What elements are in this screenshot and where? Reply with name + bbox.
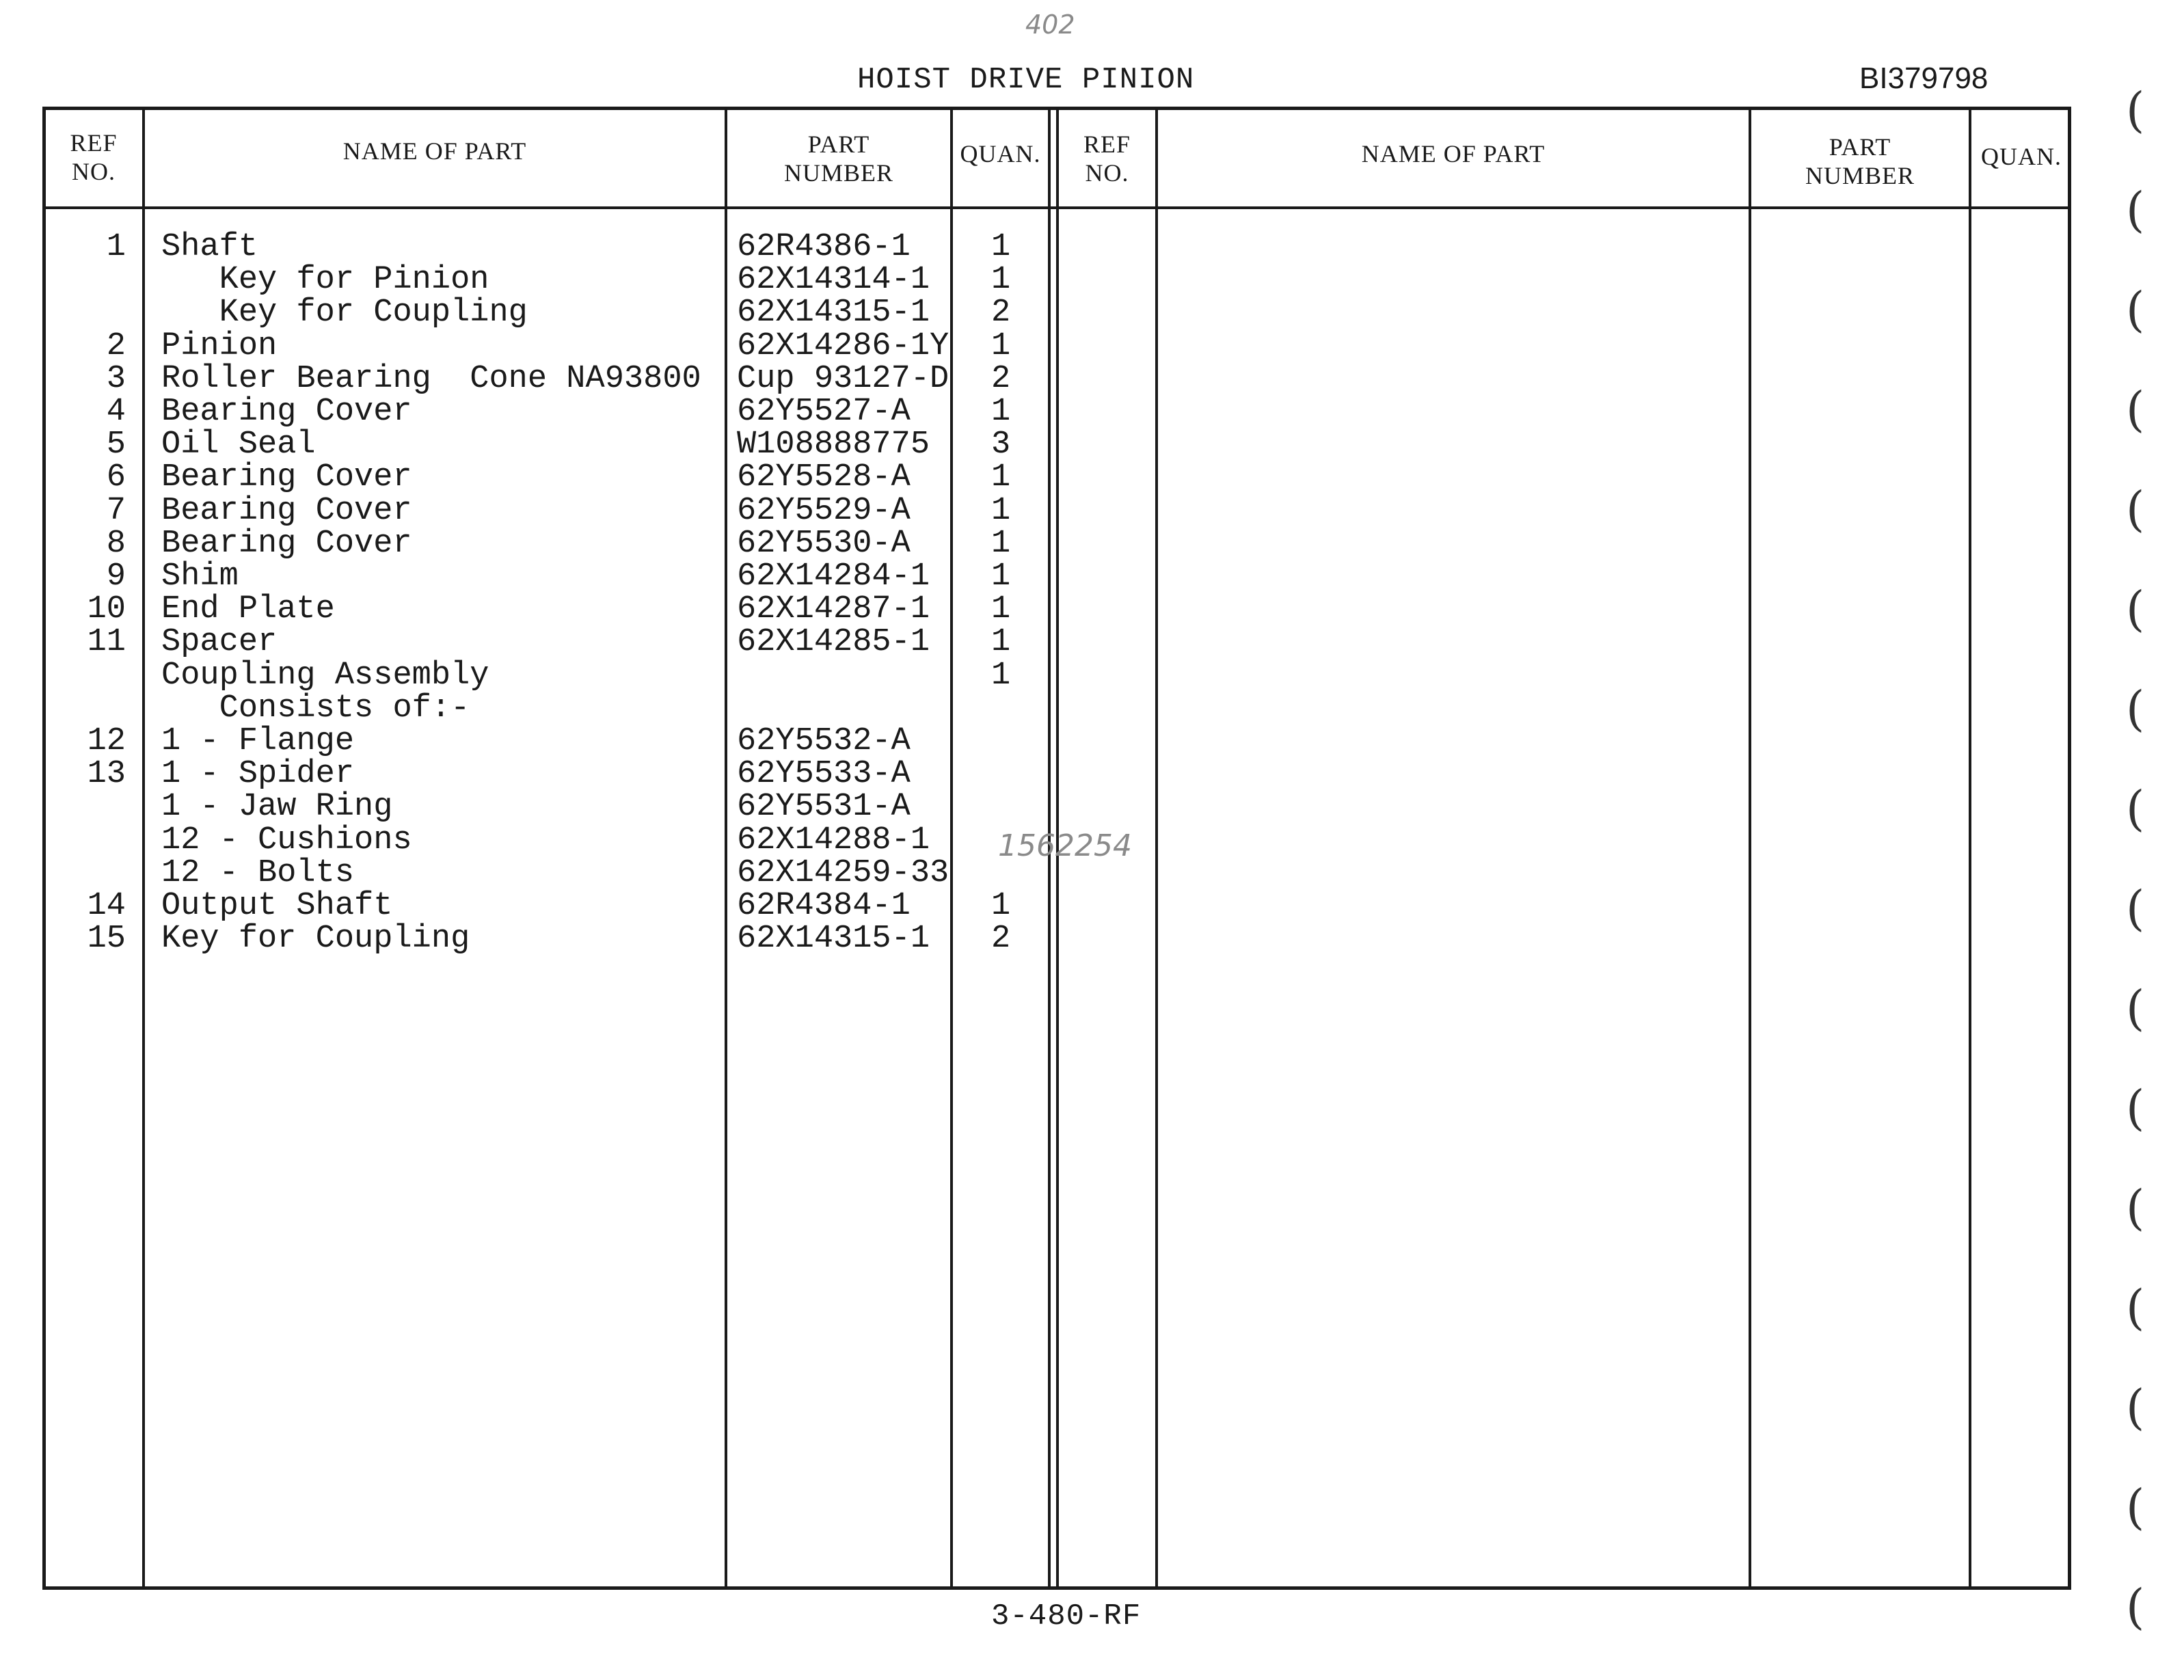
header-right-quan: QUAN. (1981, 143, 2062, 170)
row-name: Pinion (161, 328, 278, 364)
row-quan: 1 (991, 328, 1011, 364)
binding-hole-mark: ( (2126, 1379, 2145, 1435)
page-number-note: 402 (1025, 10, 1075, 40)
binding-hole-mark: ( (2126, 182, 2145, 238)
row-quan: 1 (991, 658, 1011, 694)
binding-hole-mark: ( (2126, 581, 2145, 637)
row-quan: 1 (991, 459, 1011, 496)
cushions-handwritten-note: 1562254 (998, 828, 1132, 863)
row-part: Cup 93127-D (737, 361, 949, 397)
row-ref: 11 (87, 624, 126, 660)
row-name: 1 - Flange (161, 723, 355, 759)
row-quan: 1 (991, 624, 1011, 660)
row-quan: 1 (991, 558, 1011, 595)
page-footer-code: 3-480-RF (991, 1599, 1142, 1634)
row-name: Bearing Cover (161, 459, 412, 496)
binding-hole-mark: ( (2126, 1180, 2145, 1236)
row-part: 62Y5532-A (737, 723, 911, 759)
row-quan: 2 (991, 361, 1011, 397)
row-ref: 15 (87, 921, 126, 957)
row-name: Oil Seal (161, 426, 316, 463)
binding-hole-mark: ( (2126, 381, 2145, 437)
row-part: 62Y5531-A (737, 789, 911, 825)
row-part: 62X14315-1 (737, 921, 930, 957)
document-id: BI379798 (1859, 62, 1988, 95)
row-name: End Plate (161, 591, 335, 627)
row-name: Shim (161, 558, 239, 595)
header-left-ref: REF NO. (70, 129, 118, 185)
row-name: Coupling Assembly (161, 658, 489, 694)
row-part: 62X14286-1Y (737, 328, 949, 364)
binding-hole-mark: ( (2126, 681, 2145, 737)
row-quan: 3 (991, 426, 1011, 463)
row-name: Bearing Cover (161, 493, 412, 529)
row-part: 62Y5527-A (737, 394, 911, 430)
row-part: 62X14284-1 (737, 558, 930, 595)
row-part: 62Y5528-A (737, 459, 911, 496)
row-quan: 1 (991, 888, 1011, 924)
row-name: Spacer (161, 624, 278, 660)
row-ref: 8 (106, 526, 126, 562)
row-ref: 5 (106, 426, 126, 463)
col-divider-left-name (725, 107, 727, 1590)
row-name: Key for Coupling (161, 921, 470, 957)
binding-hole-mark: ( (2126, 1579, 2145, 1635)
row-name: Key for Coupling (161, 295, 528, 331)
row-name: Consists of:- (161, 690, 470, 727)
row-part: 62X14285-1 (737, 624, 930, 660)
row-name: Output Shaft (161, 888, 393, 924)
col-divider-left-part (950, 107, 953, 1590)
row-part: 62X14315-1 (737, 295, 930, 331)
row-ref: 1 (106, 229, 126, 265)
row-quan: 1 (991, 526, 1011, 562)
binding-hole-mark: ( (2126, 1080, 2145, 1136)
row-name: Roller Bearing Cone NA93800 (161, 361, 701, 397)
col-divider-left-ref (142, 107, 145, 1590)
binding-hole-mark: ( (2126, 1279, 2145, 1336)
binding-hole-mark: ( (2126, 880, 2145, 936)
row-part: 62R4386-1 (737, 229, 911, 265)
row-ref: 4 (106, 394, 126, 430)
row-ref: 9 (106, 558, 126, 595)
col-divider-right-part (1969, 107, 1971, 1590)
row-quan: 1 (991, 493, 1011, 529)
row-part: 62R4384-1 (737, 888, 911, 924)
page-title: HOIST DRIVE PINION (857, 63, 1195, 97)
col-divider-right-name (1749, 107, 1751, 1590)
row-name: 1 - Jaw Ring (161, 789, 393, 825)
binding-hole-mark: ( (2126, 282, 2145, 338)
binding-hole-mark: ( (2126, 82, 2145, 138)
row-name: Key for Pinion (161, 262, 489, 298)
header-left-name: NAME OF PART (342, 137, 527, 165)
row-ref: 7 (106, 493, 126, 529)
row-name: Bearing Cover (161, 394, 412, 430)
header-left-part: PART NUMBER (783, 131, 894, 187)
binding-hole-mark: ( (2126, 481, 2145, 537)
binding-hole-mark: ( (2126, 1479, 2145, 1535)
header-right-part: PART NUMBER (1805, 133, 1915, 189)
row-ref: 3 (106, 361, 126, 397)
binding-hole-mark: ( (2126, 781, 2145, 837)
row-ref: 12 (87, 723, 126, 759)
row-ref: 10 (87, 591, 126, 627)
row-ref: 2 (106, 328, 126, 364)
header-right-name: NAME OF PART (1361, 140, 1546, 167)
row-quan: 1 (991, 262, 1011, 298)
header-left-quan: QUAN. (960, 140, 1041, 167)
row-name: Shaft (161, 229, 258, 265)
row-name: 12 - Cushions (161, 822, 412, 858)
row-quan: 1 (991, 591, 1011, 627)
row-quan: 1 (991, 229, 1011, 265)
row-part: 62X14288-1 (737, 822, 930, 858)
row-part: 62Y5529-A (737, 493, 911, 529)
row-quan: 1 (991, 394, 1011, 430)
header-right-ref: REF NO. (1083, 131, 1131, 187)
row-name: Bearing Cover (161, 526, 412, 562)
row-part: 62Y5533-A (737, 756, 911, 792)
row-part: 62Y5530-A (737, 526, 911, 562)
row-part: 62X14314-1 (737, 262, 930, 298)
row-name: 12 - Bolts (161, 855, 355, 891)
row-ref: 6 (106, 459, 126, 496)
row-quan: 2 (991, 295, 1011, 331)
row-ref: 13 (87, 756, 126, 792)
row-quan: 2 (991, 921, 1011, 957)
row-part: 62X14287-1 (737, 591, 930, 627)
col-divider-right-ref (1155, 107, 1158, 1590)
binding-hole-mark: ( (2126, 980, 2145, 1036)
row-part: 62X14259-33 (737, 855, 949, 891)
row-ref: 14 (87, 888, 126, 924)
row-name: 1 - Spider (161, 756, 355, 792)
row-part: W108888775 (737, 426, 930, 463)
